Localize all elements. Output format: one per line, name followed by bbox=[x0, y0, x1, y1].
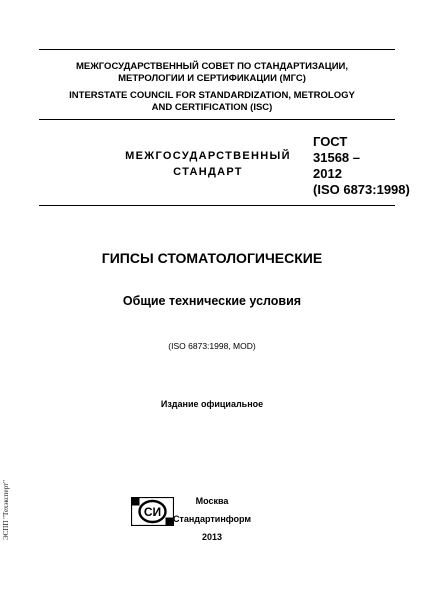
council-ru: МЕЖГОСУДАРСТВЕННЫЙ СОВЕТ ПО СТАНДАРТИЗАЦИИ, МЕТРОЛОГИИ И СЕРТИФИКАЦИИ (МГС) bbox=[75, 61, 349, 84]
document-title: ГИПСЫ СТОМАТОЛОГИЧЕСКИЕ bbox=[101, 250, 323, 266]
edition-label: Издание официальное bbox=[160, 399, 264, 409]
gost-line4: (ISO 6873:1998) bbox=[313, 182, 410, 197]
gost-designation bbox=[313, 134, 410, 198]
publication-year: 2013 bbox=[201, 532, 223, 542]
publisher-city: Москва bbox=[195, 496, 229, 506]
publisher-name: Стандартинформ bbox=[172, 514, 252, 524]
gost-line1: ГОСТ bbox=[313, 134, 348, 149]
document-subtitle: Общие технические условия bbox=[122, 294, 302, 308]
lower-rule bbox=[39, 205, 395, 206]
middle-rule bbox=[39, 119, 395, 120]
iso-reference: (ISO 6873:1998, MOD) bbox=[168, 341, 256, 351]
side-stamp: ЭСПП "Техэксперт" bbox=[2, 480, 10, 540]
standard-label-line1: МЕЖГОСУДАРСТВЕННЫЙ bbox=[125, 150, 291, 162]
council-en: INTERSTATE COUNCIL FOR STANDARDIZATION, METROLOGY AND CERTIFICATION (ISC) bbox=[69, 90, 355, 113]
gost-line2: 31568 – bbox=[313, 150, 360, 165]
gost-line3: 2012 bbox=[313, 166, 342, 181]
svg-text:СИ: СИ bbox=[143, 505, 162, 519]
top-rule bbox=[39, 49, 395, 50]
standard-label-line2: СТАНДАРТ bbox=[173, 166, 243, 178]
